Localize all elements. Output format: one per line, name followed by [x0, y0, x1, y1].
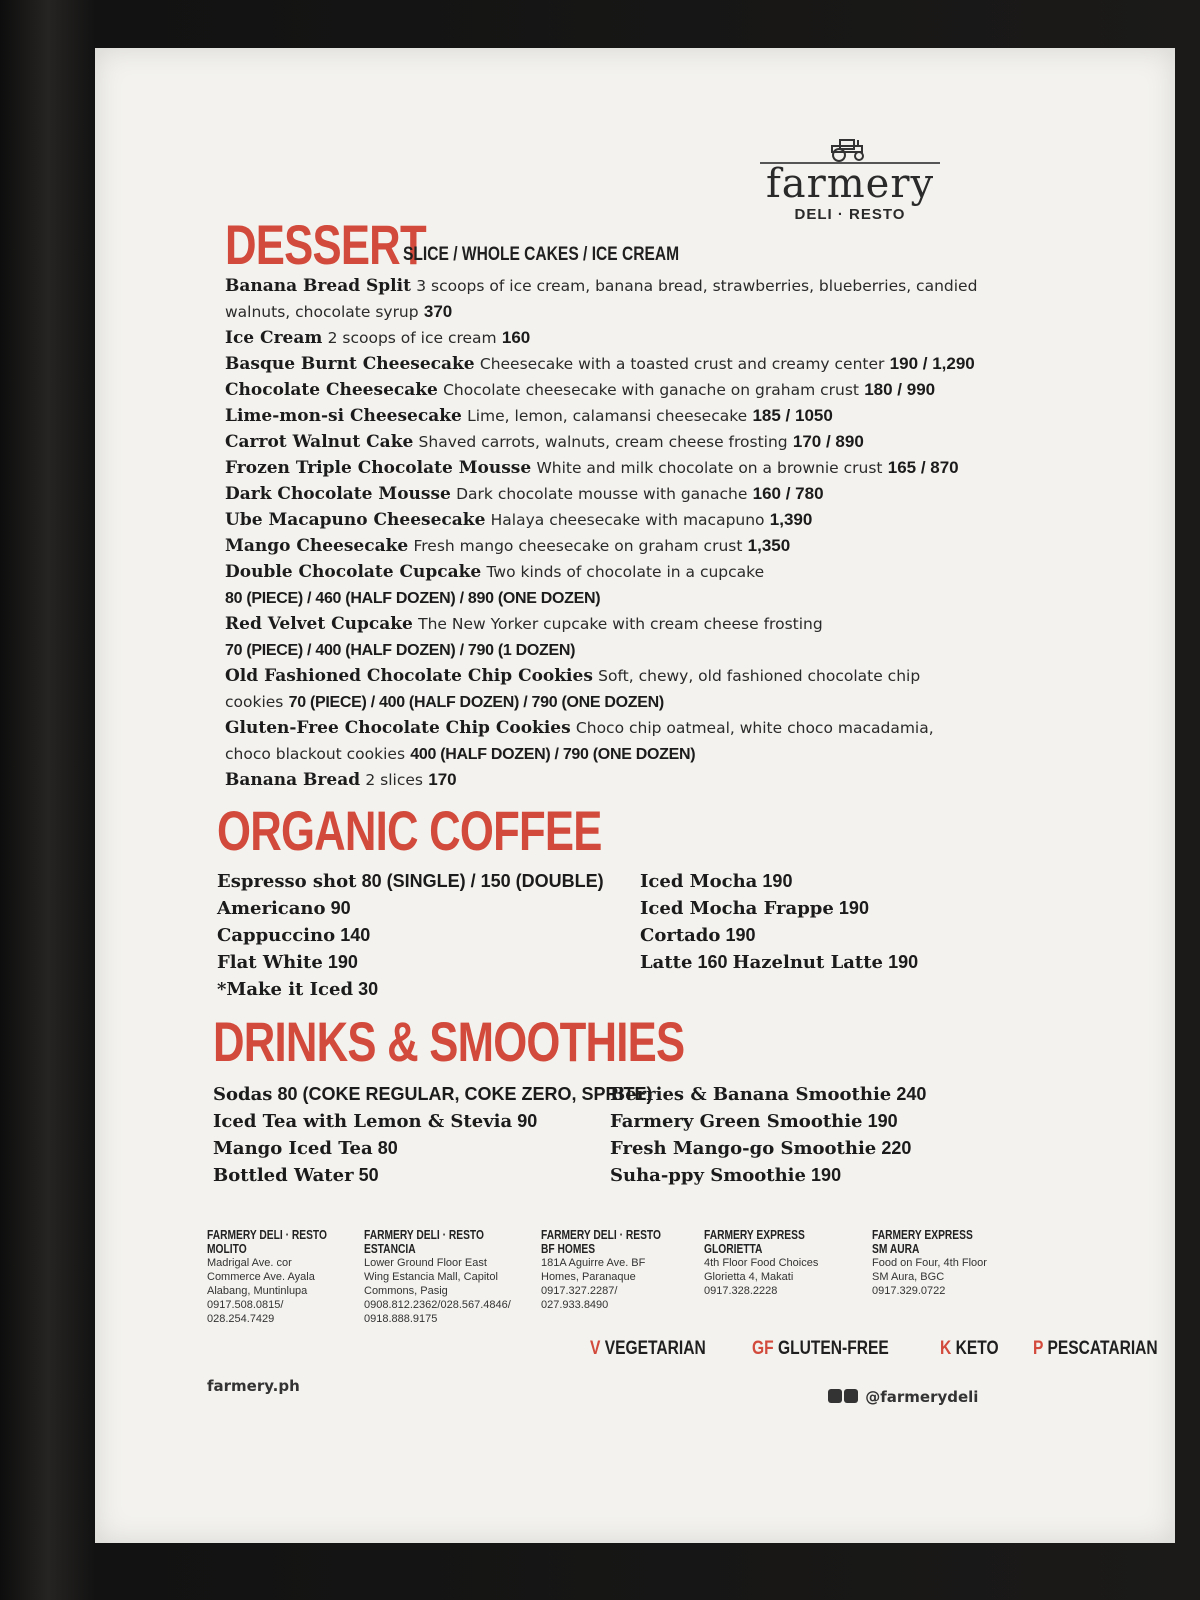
item-price: 170	[428, 770, 457, 789]
farmery-logo	[745, 136, 955, 223]
location-bf-homes	[541, 1228, 701, 1312]
item-price: 185 / 1050	[752, 406, 833, 425]
instagram-icon	[828, 1389, 842, 1403]
legend-code: K	[940, 1338, 952, 1359]
item-price: 1,350	[747, 536, 791, 555]
location-phone: 0918.888.9175	[364, 1313, 438, 1325]
item-name: Espresso shot	[217, 871, 357, 892]
location-name: FARMERY EXPRESS	[704, 1228, 805, 1242]
menu-item	[217, 895, 637, 922]
item-price: 80 (COKE REGULAR, COKE ZERO, SPRITE)	[277, 1084, 653, 1104]
legend-label: PESCATARIAN	[1047, 1338, 1158, 1359]
legend-code: V	[590, 1338, 601, 1359]
location-line: 181A Aguirre Ave. BF	[541, 1257, 646, 1269]
item-name: Iced Mocha	[640, 871, 758, 892]
location-molito	[207, 1228, 367, 1326]
item-description: Shaved carrots, walnuts, cream cheese frosting	[418, 433, 788, 451]
item-description: Dark chocolate mousse with ganache	[456, 485, 748, 503]
item-name: Americano	[217, 898, 326, 919]
location-sm-aura	[872, 1228, 1032, 1298]
coffee-list-left	[217, 868, 637, 1003]
location-branch: SM AURA	[872, 1242, 920, 1256]
dessert-title: DESSERT	[225, 213, 426, 276]
item-name: Flat White	[217, 952, 323, 973]
item-price: 80 (PIECE) / 460 (HALF DOZEN) / 890 (ONE DOZEN)	[225, 590, 601, 607]
item-price: 370	[423, 302, 453, 321]
legend-code: P	[1032, 1338, 1043, 1359]
location-phone: 0917.508.0815/	[207, 1299, 284, 1311]
menu-item	[610, 1081, 1030, 1108]
menu-item	[225, 429, 1025, 455]
item-description: Soft, chewy, old fashioned chocolate chip	[598, 667, 921, 685]
item-price: 190	[725, 925, 756, 945]
menu-item	[610, 1108, 1030, 1135]
item-price: 220	[881, 1138, 912, 1158]
item-description: choco blackout cookies	[225, 745, 406, 763]
location-branch: GLORIETTA	[704, 1242, 763, 1256]
dietary-legend	[590, 1338, 1200, 1360]
menu-item	[217, 922, 637, 949]
item-description: The New Yorker cupcake with cream cheese frosting	[418, 615, 823, 633]
item-price: 90	[517, 1111, 538, 1131]
menu-item	[225, 455, 1025, 481]
item-description: 2 scoops of ice cream	[327, 329, 497, 347]
item-price: 50	[358, 1165, 379, 1185]
menu-item	[640, 895, 1060, 922]
menu-item	[225, 507, 1025, 533]
drinks-list-left	[213, 1081, 653, 1189]
social-handle[interactable]	[828, 1388, 978, 1406]
item-name: Ube Macapuno Cheesecake	[225, 510, 486, 530]
menu-item	[217, 976, 637, 1003]
item-name: Double Chocolate Cupcake	[225, 562, 482, 582]
location-phone: 0917.329.0722	[872, 1285, 946, 1297]
location-phone: 028.254.7429	[207, 1313, 275, 1325]
location-name: FARMERY DELI · RESTO	[364, 1228, 484, 1242]
item-name: Berries & Banana Smoothie	[610, 1084, 892, 1105]
legend-label: KETO	[955, 1338, 999, 1359]
location-line: Wing Estancia Mall, Capitol	[364, 1271, 498, 1283]
menu-item	[225, 403, 1025, 429]
location-line: 4th Floor Food Choices	[704, 1257, 819, 1269]
item-description: Fresh mango cheesecake on graham crust	[413, 537, 743, 555]
dessert-subtitle: SLICE / WHOLE CAKES / ICE CREAM	[403, 244, 680, 265]
item-name: Cortado	[640, 925, 721, 946]
item-name: Cappuccino	[217, 925, 336, 946]
menu-item	[225, 663, 1025, 715]
tractor-icon	[826, 136, 874, 162]
item-name: Suha-ppy Smoothie	[610, 1165, 806, 1186]
logo-tagline: DELI · RESTO	[794, 206, 906, 223]
location-name: FARMERY DELI · RESTO	[541, 1228, 661, 1242]
menu-item	[225, 611, 1025, 663]
item-name: Iced Tea with Lemon & Stevia	[213, 1111, 513, 1132]
menu-item	[213, 1081, 653, 1108]
legend-label: VEGETARIAN	[604, 1338, 706, 1359]
item-price: 170 / 890	[792, 432, 864, 451]
item-description: Lime, lemon, calamansi cheesecake	[467, 407, 748, 425]
item-price: 70 (PIECE) / 400 (HALF DOZEN) / 790 (ONE DOZEN)	[288, 694, 664, 711]
menu-item	[213, 1135, 633, 1162]
menu-item	[225, 377, 1025, 403]
location-phone: 027.933.8490	[541, 1299, 609, 1311]
location-branch: BF HOMES	[541, 1242, 596, 1256]
item-description: cookies	[225, 693, 284, 711]
item-name: Farmery Green Smoothie	[610, 1111, 863, 1132]
location-line: Food on Four, 4th Floor	[872, 1257, 987, 1269]
menu-page	[95, 48, 1175, 1543]
item-price: 80	[377, 1138, 398, 1158]
location-phone: 0917.327.2287/	[541, 1285, 618, 1297]
location-phone: 0917.328.2228	[704, 1285, 778, 1297]
item-name: Hazelnut Latte	[732, 952, 883, 973]
location-branch: ESTANCIA	[364, 1242, 416, 1256]
menu-item	[640, 868, 1060, 895]
item-name: *Make it Iced	[217, 979, 354, 1000]
item-name: Fresh Mango-go Smoothie	[610, 1138, 877, 1159]
legend-vegetarian	[590, 1338, 706, 1360]
coffee-list-right	[640, 868, 1060, 976]
menu-item	[640, 922, 1060, 949]
location-line: Madrigal Ave. cor	[207, 1257, 292, 1269]
item-name: Dark Chocolate Mousse	[225, 484, 451, 504]
item-description: Choco chip oatmeal, white choco macadamia,	[575, 719, 934, 737]
item-name: Lime-mon-si Cheesecake	[225, 406, 462, 426]
item-description: Chocolate cheesecake with ganache on graham crust	[443, 381, 859, 399]
item-price: 1,390	[769, 510, 813, 529]
location-estancia	[364, 1228, 524, 1326]
item-name: Gluten-Free Chocolate Chip Cookies	[225, 718, 571, 738]
item-description: White and milk chocolate on a brownie crust	[536, 459, 883, 477]
menu-item	[225, 767, 1025, 793]
item-name: Sodas	[213, 1084, 273, 1105]
menu-item	[610, 1135, 1030, 1162]
item-name: Iced Mocha Frappe	[640, 898, 834, 919]
item-name: Banana Bread Split	[225, 276, 411, 296]
legend-code: GF	[752, 1338, 774, 1359]
item-description: Cheesecake with a toasted crust and creamy center	[479, 355, 885, 373]
item-price: 190	[762, 871, 793, 891]
legend-label: GLUTEN-FREE	[778, 1338, 889, 1359]
item-price: 165 / 870	[887, 458, 959, 477]
item-price: 400 (HALF DOZEN) / 790 (ONE DOZEN)	[410, 746, 696, 763]
location-line: Glorietta 4, Makati	[704, 1271, 794, 1283]
item-price: 190	[811, 1165, 842, 1185]
menu-item	[225, 559, 1025, 611]
item-name: Chocolate Cheesecake	[225, 380, 438, 400]
item-price: 80 (SINGLE) / 150 (DOUBLE)	[361, 871, 604, 891]
item-price: 90	[330, 898, 351, 918]
location-name: FARMERY DELI · RESTO	[207, 1228, 327, 1242]
menu-item	[610, 1162, 1030, 1189]
item-name: Frozen Triple Chocolate Mousse	[225, 458, 532, 478]
location-name: FARMERY EXPRESS	[872, 1228, 973, 1242]
item-price: 180 / 990	[864, 380, 936, 399]
item-price: 190	[888, 952, 919, 972]
item-price: 30	[358, 979, 379, 999]
item-name: Latte	[640, 952, 693, 973]
menu-item	[640, 949, 1060, 976]
location-branch: MOLITO	[207, 1242, 247, 1256]
social-handle-text: @farmerydeli	[865, 1388, 979, 1406]
item-name: Basque Burnt Cheesecake	[225, 354, 475, 374]
location-phone: 0908.812.2362/028.567.4846/	[364, 1299, 511, 1311]
location-line: Lower Ground Floor East	[364, 1257, 487, 1269]
item-name: Mango Cheesecake	[225, 536, 409, 556]
item-description: 3 scoops of ice cream, banana bread, strawberries, blueberries, candied	[416, 277, 978, 295]
location-glorietta	[704, 1228, 864, 1298]
dessert-list	[225, 273, 1025, 793]
item-description: 2 slices	[365, 771, 423, 789]
item-price: 160	[501, 328, 531, 347]
item-price: 190	[867, 1111, 898, 1131]
legend-keto	[940, 1338, 999, 1360]
menu-item	[225, 325, 1025, 351]
menu-item	[225, 715, 1025, 767]
item-price: 190	[327, 952, 358, 972]
item-name: Banana Bread	[225, 770, 361, 790]
location-line: SM Aura, BGC	[872, 1271, 945, 1283]
item-price: 160	[697, 952, 728, 972]
item-price: 190	[838, 898, 869, 918]
location-line: Alabang, Muntinlupa	[207, 1285, 308, 1297]
menu-item	[225, 351, 1025, 377]
location-line: Homes, Paranaque	[541, 1271, 636, 1283]
item-name: Mango Iced Tea	[213, 1138, 373, 1159]
item-price: 140	[340, 925, 371, 945]
item-description: walnuts, chocolate syrup	[225, 303, 419, 321]
website-link[interactable]: farmery.ph	[207, 1377, 300, 1395]
location-line: Commons, Pasig	[364, 1285, 448, 1297]
item-price: 240	[896, 1084, 927, 1104]
menu-item	[225, 273, 1025, 325]
item-name: Carrot Walnut Cake	[225, 432, 414, 452]
item-name: Old Fashioned Chocolate Chip Cookies	[225, 666, 593, 686]
item-name: Ice Cream	[225, 328, 323, 348]
logo-wordmark: farmery	[760, 162, 940, 204]
item-name: Bottled Water	[213, 1165, 354, 1186]
drinks-title: DRINKS & SMOOTHIES	[213, 1010, 685, 1073]
menu-item	[225, 481, 1025, 507]
item-description: Halaya cheesecake with macapuno	[490, 511, 765, 529]
drinks-list-right	[610, 1081, 1030, 1189]
menu-item	[213, 1108, 633, 1135]
item-price: 160 / 780	[752, 484, 824, 503]
menu-item	[213, 1162, 633, 1189]
menu-item	[225, 533, 1025, 559]
location-line: Commerce Ave. Ayala	[207, 1271, 315, 1283]
item-description: Two kinds of chocolate in a cupcake	[486, 563, 765, 581]
item-price: 70 (PIECE) / 400 (HALF DOZEN) / 790 (1 DOZEN)	[225, 642, 576, 659]
legend-pescatarian	[1033, 1338, 1158, 1360]
menu-item	[217, 949, 637, 976]
menu-item	[217, 868, 637, 895]
legend-gluten-free	[752, 1338, 889, 1360]
item-name: Red Velvet Cupcake	[225, 614, 413, 634]
coffee-title: ORGANIC COFFEE	[217, 799, 602, 862]
facebook-icon	[844, 1389, 858, 1403]
item-price: 190 / 1,290	[889, 354, 975, 373]
